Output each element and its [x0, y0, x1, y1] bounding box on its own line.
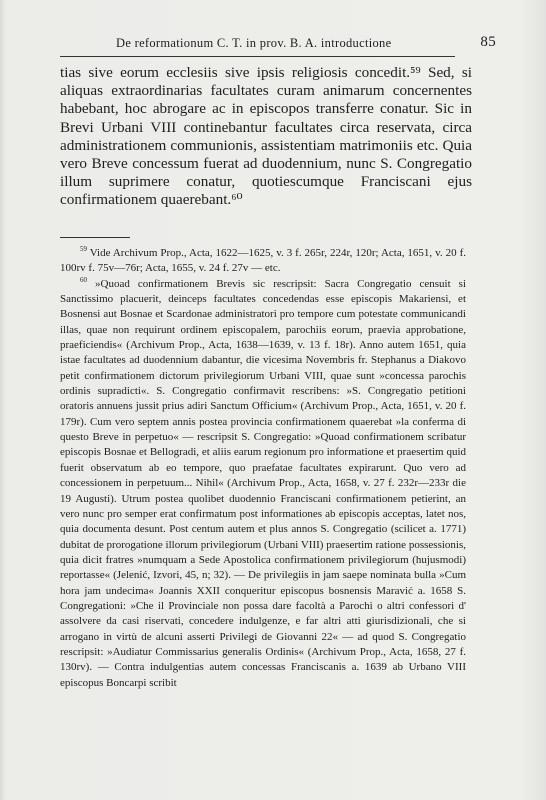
- footnote-text: Vide Archivum Prop., Acta, 1622—1625, v. 3 f. 265r, 224r, 120r; Acta, 1651, v. 20 f. 100rv f. 75v—76r; Acta, 1655, v. 24 f. 27v — etc.: [60, 247, 466, 275]
- footnotes: [60, 246, 466, 691]
- footnote-marker: 59: [80, 245, 87, 253]
- header-rule: [60, 56, 455, 57]
- footnote-marker: 60: [80, 275, 87, 284]
- main-text: [60, 64, 472, 210]
- running-title: De reformationum C. T. in prov. B. A. introductione: [116, 36, 392, 50]
- main-paragraph: tias sive eorum ecclesiis sive ipsis religiosis concedit.⁵⁹ Sed, si aliquas extraordinarias facultates curam animarum concernentes habebant, hoc abrogare ac in episcopos transferre conatur. Sic in Brevi Urbani VIII continebantur facultates circa reservata, circa administrationem communionis, assistentiam matrimoniis etc. Quia vero Breve concessum fuerat ad duodennium, nunc S. Congregatio illum suprimere conatur, quotiescumque Franciscani ejus confirmationem quaerebant.⁶⁰: [60, 64, 472, 209]
- footnote-text: »Quoad confirmationem Brevis sic rescripsit: Sacra Congregatio censuit si Sanctissimo placuerit, deinceps facultates concedendas esse episcopis Makariensi, et Bosnensi aut Bosnae et Scardonae administratori pro tempore cum potestate communicandi illas, quae non requirunt ordinem episcopalem, parochiis eorum, praevia approbatione, praeficiendis« (Archivum Prop., Acta, 1638—1639, v. 13 f. 18r). Anno autem 1651, quia istae facultates ad duodennium dabantur, die vicesima Novembris fr. Stephanus a Diakovo petit confirmationem dictorum privilegiorum Urbani VIII, quae sunt »concessa parochis ordinis supradicti«. S. Congregatio confirmavit rescribens: »S. Congregatio petitioni oratoris annuens jussit prius adiri Sanctum Officium« (Archivum Prop., Acta, 1651, v. 20 f. 179r). Cum vero septem annis postea provincia confirmationem quaerebat »la conferma di questo Breve in perpetuo« — rescripsit S. Congregatio: »Quoad confirmationem scribatur episcopis Bosnae et Bellogradi, et aliis earum regionum pro informatione et praesertim quid fuerit observatum ab eo tempore, quo praefatae facultates expirarunt. Quo vero ad concessionem in perpetuum... Nihil« (Archivum Prop., Acta, 1658, v. 27 f. 232r—233r die 19 Augusti). Utrum postea quolibet duodennio Franciscani confirmationem petierint, an vero nunc pro semper erat confirmatum post informationes ab episcopis acceptas, latet nos, quia documenta desunt. Post centum autem et plus annos S. Congregatio (scilicet a. 1771) dubitat de prorogatione illorum privilegiorum (Urbani VIII) praesertim ratione possessionis, quia dicit fratres »numquam a Sede Apostolica confirmationem privilegiorum (hujusmodi) reportasse« (Jelenić, Izvori, 45, n; 32). — De privilegiis in jam saepe nominata bulla »Cum hora jam undecima« Joannis XXII conqueritur episcopus bosnensis Maravić a. 1658 S. Congregationi: »Che il Provinciale non possa dare facoltà a Parochi o altri confessori d' assolvere da casi riservati, concedere indulgenze, e far altri atti giurisdizionali, che si arrogano in virtù de alcuni asserti Privilegi de Giovanni 22« — ad quod S. Congregatio rescripsit: »Audiatur Commissarius generalis Ordinis« (Archivum Prop., Acta, 1658, 27 f. 130rv). — Contra indulgentias autem concessas Franciscanis a. 1639 ab Urbano VIII episcopus Boncarpi scribit: [60, 277, 467, 689]
- footnote-60: [60, 277, 466, 691]
- footnote-59: [60, 246, 466, 277]
- page-number: 85: [480, 34, 496, 50]
- running-header: [60, 34, 496, 56]
- footnote-rule: [60, 237, 130, 238]
